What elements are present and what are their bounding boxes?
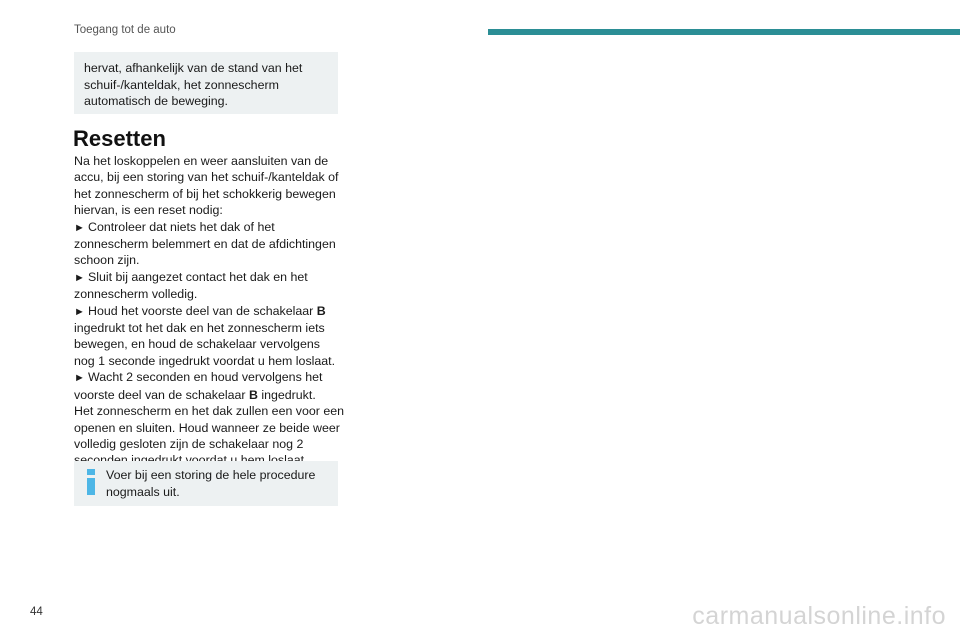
accent-bar [488,29,960,35]
bullet-arrow-icon: ► [74,221,85,234]
closing-paragraph: Het zonnescherm en het dak zullen een voor een openen en sluiten. Houd wanneer ze beide weer volledig gesloten zijn de schakelaar nog 2 [74,404,345,451]
info-note-box [74,461,338,506]
bullet-arrow-icon: ► [74,305,85,318]
intro-paragraph: Na het loskoppelen en weer aansluiten van de accu, bij een storing van het schuif-/kanteldak of het zonnescherm of bij het schokkerig bewegen hiervan, is een reset nodig: [74,154,339,218]
watermark: carmanualsonline.info [692,602,946,630]
running-header: Toegang tot de auto [74,24,176,36]
step-text: Sluit bij aangezet contact het dak en het zonnescherm volledig. [74,269,308,302]
step-1 [74,219,344,269]
info-note-text: Voer bij een storing de hele procedure nogmaals uit. [106,468,316,499]
page-number: 44 [30,606,43,618]
switch-label: B [316,303,326,318]
section-title: Resetten [73,126,166,151]
note-text: hervat, afhankelijk van de stand van het schuif-/kanteldak, het zonnescherm automatisch de beweging. [84,61,303,108]
switch-label: B [248,387,258,402]
note-box-continued [74,52,338,114]
section-body [74,153,344,469]
step-text: Controleer dat niets het dak of het zonnescherm belemmert en dat de afdichtingen schoon zijn. [74,219,336,268]
step-text: Houd het voorste deel van de schakelaar [88,303,317,318]
bullet-arrow-icon: ► [74,271,85,284]
step-text: Wacht 2 seconden en houd vervolgens het voorste deel van de schakelaar [74,370,323,402]
bullet-arrow-icon: ► [74,372,85,385]
info-icon [87,469,95,495]
step-4 [74,369,344,403]
step-2 [74,269,344,303]
step-text: ingedrukt tot het dak en het zonnescherm iets bewegen, en houd de schakelaar vervolgens nog 1 seconde ingedrukt voordat u hem loslaat. [74,321,336,368]
step-3 [74,303,344,370]
step-text: ingedrukt. [257,387,316,402]
